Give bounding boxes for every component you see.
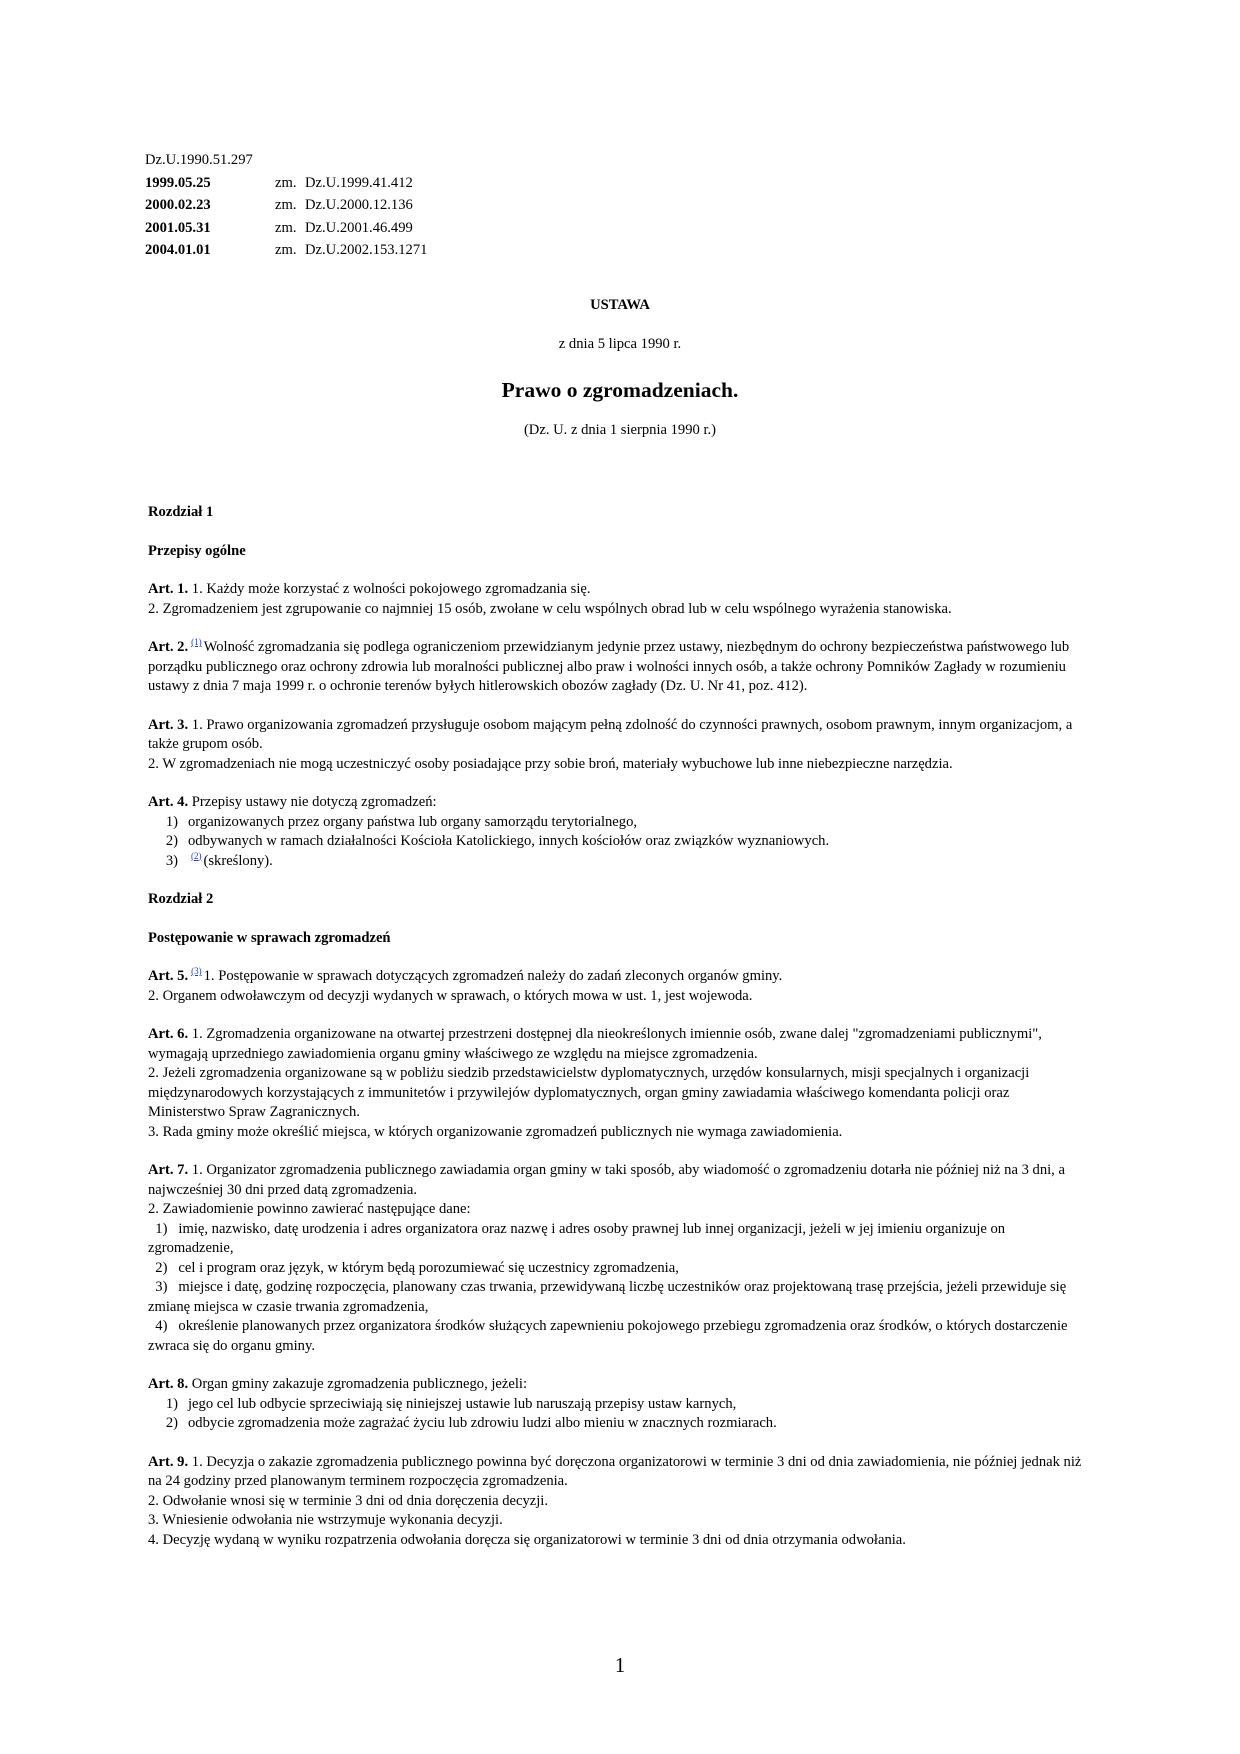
- list-item: [148, 1221, 1005, 1257]
- amendment-zm: zm.: [275, 242, 297, 258]
- article-label: Art. 5.: [148, 968, 189, 984]
- article-text: 1. Prawo organizowania zgromadzeń przysługuje osobom mającym pełną zdolność do czynności prawnych, osobom prawnym, innym organizacjom, a także grupom osób.: [148, 716, 1073, 752]
- list-item: [148, 1414, 1088, 1434]
- article-8: [148, 1375, 1088, 1434]
- amendment-row: [145, 172, 427, 195]
- amendment-date: 2004.01.01: [145, 242, 211, 258]
- article-text: 2. Organem odwoławczym od decyzji wydanych w sprawach, o których mowa w ust. 1, jest wojewoda.: [148, 987, 753, 1004]
- article-label: Art. 9.: [148, 1453, 189, 1470]
- amendment-row: [145, 194, 427, 217]
- list-item: [148, 852, 1088, 872]
- item-number: 2): [165, 1415, 178, 1431]
- article-9: [148, 1453, 1088, 1551]
- article-text: 4. Decyzję wydaną w wyniku rozpatrzenia odwołania doręcza się organizatorowi w terminie 3 dni od dnia otrzymania odwołania.: [148, 1531, 906, 1548]
- item-number: 1): [165, 813, 178, 830]
- item-text: cel i program oraz język, w którym będą porozumiewać się uczestnicy zgromadzenia,: [178, 1259, 679, 1276]
- article-4: [148, 793, 1088, 871]
- amendment-zm: zm.: [275, 197, 297, 213]
- item-number: 1): [165, 1395, 178, 1412]
- article-1: [148, 580, 1088, 619]
- article-label: Art. 7.: [148, 1162, 189, 1178]
- item-text: określenie planowanych przez organizatora środków służących zapewnieniu pokojowego przebiegu zgromadzenia oraz środków, o których dostarczenie zwraca się do organu gminy.: [148, 1318, 1068, 1354]
- item-text: (skreślony).: [203, 852, 273, 869]
- item-text: imię, nazwisko, datę urodzenia i adres organizatora oraz nazwę i adres osoby prawnej lub innej organizacji, jeżeli w jej imieniu organizuje on zgromadzenie,: [148, 1220, 1006, 1256]
- amendment-zm: zm.: [275, 174, 297, 191]
- article-text: 2. Zgromadzeniem jest zgrupowanie co najmniej 15 osób, zwołane w celu wspólnych obrad lub w celu wspólnego wyrażenia stanowiska.: [148, 600, 952, 617]
- article-2: [148, 638, 1088, 697]
- list-item: [148, 832, 1088, 852]
- list-item: [148, 1395, 1088, 1415]
- act-heading: USTAWA: [590, 297, 650, 313]
- amendment-date: 2000.02.23: [145, 197, 211, 213]
- amendment-ref: Dz.U.2001.46.499: [305, 219, 413, 236]
- article-text: 2. Jeżeli zgromadzenia organizowane są w pobliżu siedzib przedstawicielstw dyplomatycznych, urzędów konsularnych, misji specjalnych i organizacji międzynarodowych korzystających z immunitetów i przywilejów dyplomatycznych, organ gminy zawiadamia właściwego komendanta policji oraz Ministerstwo Spraw Zagranicznych.: [148, 1065, 1030, 1120]
- article-text: Wolność zgromadzania się podlega ograniczeniom przewidzianym jedynie przez ustawy, niezbędnym do ochrony bezpieczeństwa państwowego lub porządku publicznego oraz ochrony zdrowia lub moralności publicznej albo praw i wolności innych osób, a także ochrony Pomników Zagłady w rozumieniu ustawy z dnia 7 maja 1999 r. o ochronie terenów byłych hitlerowskich obozów zagłady (Dz. U. Nr 41, poz. 412).: [148, 639, 1070, 694]
- article-label: Art. 4.: [148, 794, 189, 810]
- item-number: 2): [155, 1259, 168, 1276]
- article-label: Art. 3.: [148, 716, 189, 733]
- article-label: Art. 6.: [148, 1026, 189, 1042]
- list-item: [148, 1260, 679, 1276]
- amendment-row: [145, 217, 427, 240]
- chapter-label: Rozdział 1: [148, 504, 214, 520]
- article-text: 2. Odwołanie wnosi się w terminie 3 dni od dnia doręczenia decyzji.: [148, 1492, 548, 1509]
- list-item: [148, 1279, 1066, 1315]
- item-number: 3): [165, 852, 178, 869]
- publication-info: (Dz. U. z dnia 1 sierpnia 1990 r.): [523, 422, 717, 438]
- act-title: Prawo o zgromadzeniach.: [501, 378, 739, 402]
- list-item: [148, 1318, 1067, 1354]
- source-reference: Dz.U.1990.51.297: [145, 152, 253, 168]
- article-text: 1. Zgromadzenia organizowane na otwartej przestrzeni dostępnej dla nieokreślonych imiennie osób, zwane dalej "zgromadzeniami publicznymi", wymagają uprzedniego zawiadomienia organu gminy właściwego ze względu na miejsce zgromadzenia.: [148, 1026, 1042, 1062]
- act-date: z dnia 5 lipca 1990 r.: [558, 336, 682, 352]
- article-text: 2. Zawiadomienie powinno zawierać następujące dane:: [148, 1201, 471, 1217]
- chapter-label: Rozdział 2: [148, 891, 214, 907]
- article-5: [148, 967, 1088, 1006]
- item-number: 4): [155, 1318, 168, 1334]
- footnote-link[interactable]: (1): [191, 637, 202, 647]
- amendment-date: 1999.05.25: [145, 174, 211, 191]
- article-label: Art. 2.: [148, 639, 189, 655]
- article-6: [148, 1025, 1088, 1142]
- article-3: [148, 716, 1088, 775]
- article-text: 3. Rada gminy może określić miejsca, w których organizowanie zgromadzeń publicznych nie wymaga zawiadomienia.: [148, 1123, 843, 1140]
- item-number: 1): [155, 1220, 168, 1237]
- article-text: 1. Postępowanie w sprawach dotyczących zgromadzeń należy do zadań zleconych organów gminy.: [203, 968, 783, 984]
- article-text: 1. Decyzja o zakazie zgromadzenia publicznego powinna być doręczona organizatorowi w terminie 3 dni od dnia zawiadomienia, nie później jednak niż na 24 godziny przed planowanym terminem rozpoczęcia zgromadzenia.: [148, 1453, 1082, 1489]
- chapter-name: Postępowanie w sprawach zgromadzeń: [148, 929, 391, 946]
- amendment-header: [145, 149, 427, 262]
- amendment-ref: Dz.U.1999.41.412: [305, 174, 413, 191]
- amendment-date: 2001.05.31: [145, 219, 211, 236]
- article-text: 1. Organizator zgromadzenia publicznego zawiadamia organ gminy w taki sposób, aby wiadomość o zgromadzeniu dotarła nie później niż na 3 dni, a najwcześniej 30 dni przed datą zgromadzenia.: [148, 1162, 1065, 1198]
- footnote-link[interactable]: (3): [191, 966, 202, 976]
- article-text: 2. W zgromadzeniach nie mogą uczestniczyć osoby posiadające przy sobie broń, materiały wybuchowe lub inne niebezpieczne narzędzia.: [148, 755, 953, 772]
- item-text: organizowanych przez organy państwa lub organy samorządu terytorialnego,: [188, 813, 638, 830]
- item-text: jego cel lub odbycie sprzeciwiają się niniejszej ustawie lub naruszają przepisy ustaw karnych,: [188, 1395, 737, 1412]
- item-text: odbywanych w ramach działalności Kościoła Katolickiego, innych kościołów oraz związków wyznaniowych.: [188, 833, 830, 849]
- item-text: miejsce i datę, godzinę rozpoczęcia, planowany czas trwania, przewidywaną liczbę uczestników oraz projektowaną trasę przejścia, jeżeli przewiduje się zmianę miejsca w czasie trwania zgromadzenia,: [148, 1279, 1067, 1315]
- page-number: 1: [614, 1653, 626, 1677]
- article-text: 3. Wniesienie odwołania nie wstrzymuje wykonania decyzji.: [148, 1512, 503, 1528]
- item-number: 2): [165, 833, 178, 849]
- article-text: 1. Każdy może korzystać z wolności pokojowego zgromadzania się.: [188, 581, 591, 597]
- footnote-link[interactable]: (2): [191, 850, 202, 861]
- article-label: Art. 1.: [148, 581, 189, 597]
- article-text: Organ gminy zakazuje zgromadzenia publicznego, jeżeli:: [188, 1376, 528, 1392]
- amendment-row: [145, 239, 427, 262]
- item-number: 3): [155, 1279, 168, 1295]
- amendment-ref: Dz.U.2002.153.1271: [305, 242, 428, 258]
- chapter-name: Przepisy ogólne: [148, 542, 246, 559]
- item-text: odbycie zgromadzenia może zagrażać życiu lub zdrowiu ludzi albo mieniu w znacznych rozmiarach.: [188, 1415, 777, 1431]
- list-item: [148, 813, 1088, 833]
- article-7: [148, 1161, 1088, 1356]
- amendment-zm: zm.: [275, 219, 297, 236]
- act-body: [148, 503, 1088, 1569]
- article-text: Przepisy ustawy nie dotyczą zgromadzeń:: [188, 794, 437, 810]
- amendment-ref: Dz.U.2000.12.136: [305, 197, 413, 213]
- article-label: Art. 8.: [148, 1376, 189, 1392]
